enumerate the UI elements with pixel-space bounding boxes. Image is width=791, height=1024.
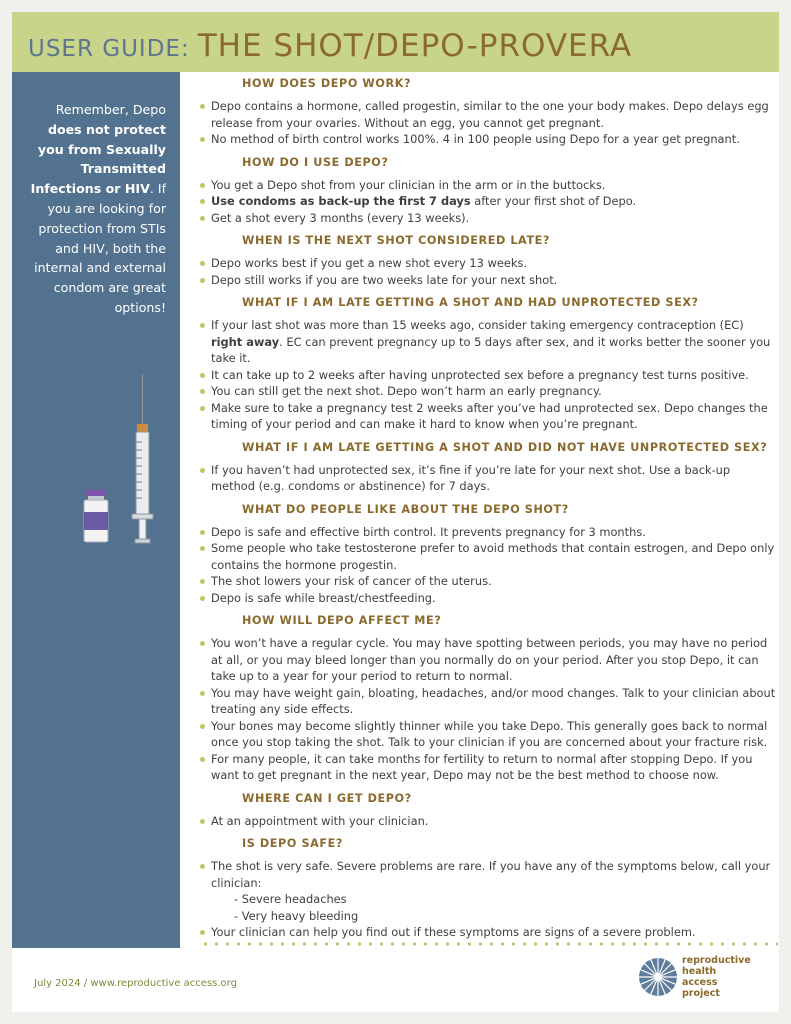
list-item: Some people who take testosterone prefer to avoid methods that contain estrogen, and Depo only contains the hormone progestin. [198,540,776,573]
logo-line: reproductive [682,955,751,966]
list-item: You can still get the next shot. Depo won’t harm an early pregnancy. [198,383,776,400]
list-item: Depo contains a hormone, called progestin, similar to the one your body makes. Depo delays egg release from your ovaries. Without an egg, you cannot get pregnant. [198,98,776,131]
list-item [198,317,776,367]
section-how-use [198,155,776,227]
section-heading: WHEN IS THE NEXT SHOT CONSIDERED LATE? [242,234,551,247]
title-main: THE SHOT/DEPO-PROVERA [197,28,633,64]
list-item: Your clinician can help you find out if these symptoms are signs of a severe problem. [198,924,776,941]
list-item: You get a Depo shot from your clinician in the arm or in the buttocks. [198,177,776,194]
header-band [12,12,779,72]
list-item: Make sure to take a pregnancy test 2 weeks after you’ve had unprotected sex. Depo changes the timing of your period and can make it hard to know when you’re pregnant. [198,400,776,433]
section-heading: IS DEPO SAFE? [242,837,343,850]
section-affect [198,613,776,784]
section-heading: WHERE CAN I GET DEPO? [242,791,412,805]
list-item: For many people, it can take months for fertility to return to normal after stopping Depo. If you want to get pregnant in the next year, Depo may not be the best method to choose now. [198,751,776,784]
ec-text-c: . EC can prevent pregnancy up to 5 days after sex, and it works better the sooner you take it. [211,334,771,365]
section-heading: HOW WILL DEPO AFFECT ME? [242,614,442,627]
section-safe [198,836,776,941]
section-how-work [198,76,776,148]
main-content [198,76,776,948]
list-item: At an appointment with your clinician. [198,813,776,830]
list-item: Your bones may become slightly thinner while you take Depo. This generally goes back to normal once you stop taking the shot. Talk to your clinician if you are concerned about your fracture risk. [198,718,776,751]
logo-burst-icon [638,957,678,997]
section-likes [198,502,776,607]
list-item: Depo is safe and effective birth control. It prevents pregnancy for 3 months. [198,524,776,541]
section-heading: HOW DO I USE DEPO? [242,155,389,169]
list-item [198,193,776,210]
list-item: Get a shot every 3 months (every 13 weeks). [198,210,776,227]
list-item: It can take up to 2 weeks after having unprotected sex before a pregnancy test turns positive. [198,367,776,384]
list-item: You won’t have a regular cycle. You may have spotting between periods, you may have no period at all, or you may bleed longer than you normally do on your period. After you stop Depo, it can take up to a year for your period to return to normal. [198,635,776,685]
list-subitem: - Severe headaches [234,892,347,906]
list-subitem: - Very heavy bleeding [234,908,359,923]
list-item: Depo still works if you are two weeks late for your next shot. [198,272,776,289]
section-heading: WHAT DO PEOPLE LIKE ABOUT THE DEPO SHOT? [242,502,569,516]
note-text-a: Remember, Depo [55,102,166,117]
footer-text: July 2024 / www.reproductive access.org [34,978,237,989]
logo-text [682,955,751,999]
logo-line: access [682,977,718,988]
page-title [28,28,632,64]
list-item: Depo is safe while breast/chestfeeding. [198,590,776,607]
ec-text-bold: right away [211,334,280,349]
dotted-divider [200,942,778,946]
section-heading: WHAT IF I AM LATE GETTING A SHOT AND DID NOT HAVE UNPROTECTED SEX? [242,440,768,454]
logo-line: health [682,966,717,977]
section-where [198,791,776,830]
bold-text: Use condoms as back-up the first 7 days [211,194,471,208]
note-text-bold: does not protect you from Sexually Transmitted Infections or HIV [30,121,166,197]
sidebar [12,72,180,948]
ec-text-a: If your last shot was more than 15 weeks ago, consider taking emergency contraception (EC) [211,318,744,332]
note-text-c: . If you are looking for protection from STIs and HIV, both the internal and external condom are great options! [34,181,166,315]
syringe-vial-illustration [72,372,172,552]
rest-text: after your first shot of Depo. [470,194,637,208]
section-heading: WHAT IF I AM LATE GETTING A SHOT AND HAD UNPROTECTED SEX? [242,296,699,309]
section-late-protected [198,440,776,495]
list-item: You may have weight gain, bloating, headaches, and/or mood changes. Talk to your clinician about treating any side effects. [198,685,776,718]
list-item: No method of birth control works 100%. 4 in 100 people using Depo for a year get pregnant. [198,131,776,148]
logo-line: project [682,988,720,999]
section-late-unprotected [198,295,776,433]
section-heading: HOW DOES DEPO WORK? [242,77,412,90]
rhap-logo [638,955,768,1005]
list-item: The shot is very safe. Severe problems are rare. If you have any of the symptoms below, call your clinician: [198,858,776,891]
list-item: If you haven’t had unprotected sex, it’s fine if you’re late for your next shot. Use a back-up method (e.g. condoms or abstinence) for 7 days. [198,462,776,495]
list-item: Depo works best if you get a new shot every 13 weeks. [198,255,776,272]
title-prefix: USER GUIDE: [28,36,190,62]
list-item: The shot lowers your risk of cancer of the uterus. [198,573,776,590]
sidebar-note [20,100,166,318]
section-when-late [198,233,776,288]
page [12,12,779,1012]
